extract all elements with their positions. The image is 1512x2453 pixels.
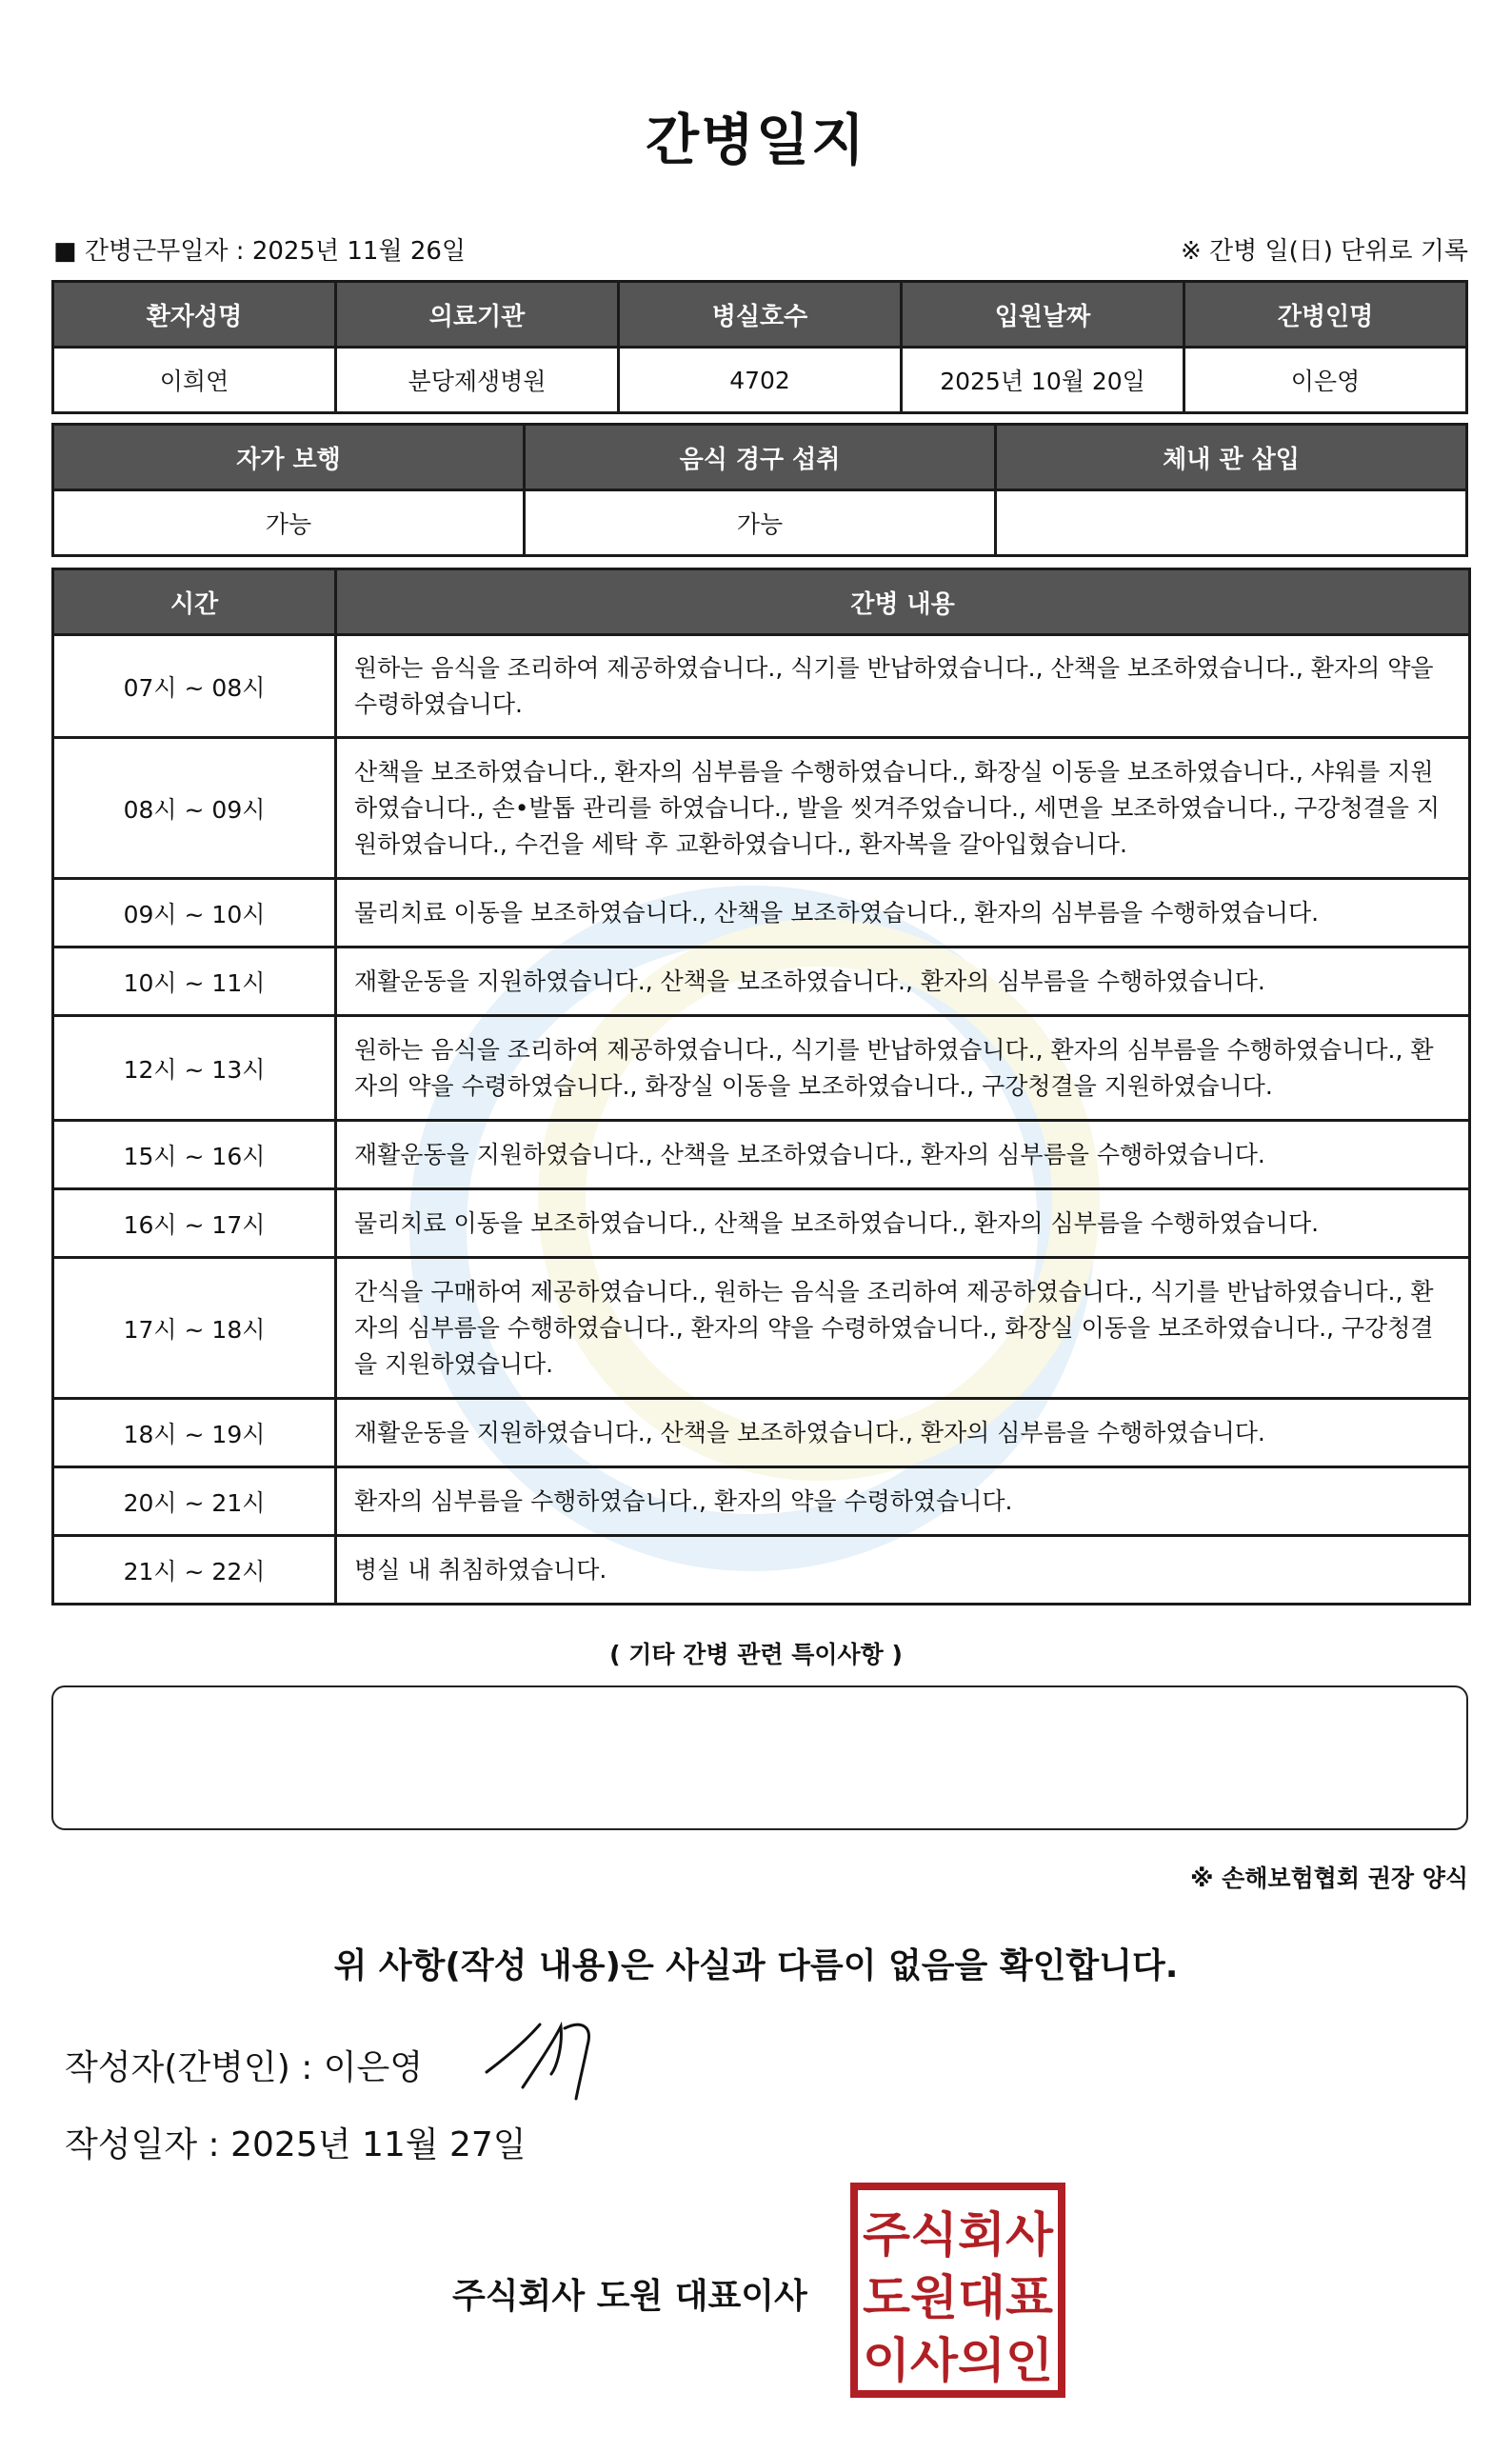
status-value-row xyxy=(53,490,1467,556)
hospital-name: 분당제생병원 xyxy=(336,348,619,413)
table-row xyxy=(53,947,1470,1016)
log-time: 12시 ~ 13시 xyxy=(53,1016,336,1121)
table-row xyxy=(53,1016,1470,1121)
log-time: 20시 ~ 21시 xyxy=(53,1467,336,1536)
company-seal-icon xyxy=(850,2183,1065,2398)
log-time: 15시 ~ 16시 xyxy=(53,1121,336,1189)
log-time: 18시 ~ 19시 xyxy=(53,1399,336,1467)
info-value-row xyxy=(53,348,1467,413)
log-time: 08시 ~ 09시 xyxy=(53,738,336,879)
log-content: 재활운동을 지원하였습니다., 산책을 보조하였습니다., 환자의 심부름을 수행하였습니다. xyxy=(336,1399,1470,1467)
company-representative: 주식회사 도원 대표이사 xyxy=(452,2277,807,2316)
seal-line-3: 이사의인 xyxy=(863,2333,1053,2388)
table-row xyxy=(53,1258,1470,1399)
header-room-number: 병실호수 xyxy=(619,282,902,348)
seal-line-1: 주식회사 xyxy=(863,2207,1054,2263)
header-hospital: 의료기관 xyxy=(336,282,619,348)
log-time: 16시 ~ 17시 xyxy=(53,1189,336,1258)
status-header-row xyxy=(53,425,1467,490)
patient-info-table xyxy=(51,280,1468,414)
log-content: 산책을 보조하였습니다., 환자의 심부름을 수행하였습니다., 화장실 이동을 보조하였습니다., 샤워를 지원하였습니다., 손•발톱 관리를 하였습니다., 발을 씻겨주었습니다., 세면을 보조하였습니다., 구강청결을 지원하였습니다., 수건을 세탁 후 교환하였습니다., 환자복을 갈아입혔습니다. xyxy=(336,738,1470,879)
log-content: 재활운동을 지원하였습니다., 산책을 보조하였습니다., 환자의 심부름을 수행하였습니다. xyxy=(336,1121,1470,1189)
table-row xyxy=(53,1189,1470,1258)
log-content: 원하는 음식을 조리하여 제공하였습니다., 식기를 반납하였습니다., 산책을 보조하였습니다., 환자의 약을 수령하였습니다. xyxy=(336,635,1470,738)
log-time: 21시 ~ 22시 xyxy=(53,1536,336,1605)
header-caregiver-name: 간병인명 xyxy=(1184,282,1467,348)
writer-line: 작성자(간병인) : 이은영 xyxy=(65,2048,424,2087)
header-patient-name: 환자성명 xyxy=(53,282,336,348)
admission-date: 2025년 10월 20일 xyxy=(902,348,1184,413)
confirmation-statement: 위 사항(작성 내용)은 사실과 다름이 없음을 확인합니다. xyxy=(333,1946,1179,1985)
table-row xyxy=(53,879,1470,947)
header-time: 시간 xyxy=(53,569,336,635)
log-content: 물리치료 이동을 보조하였습니다., 산책을 보조하였습니다., 환자의 심부름을 수행하였습니다. xyxy=(336,1189,1470,1258)
patient-name: 이희연 xyxy=(53,348,336,413)
header-self-walking: 자가 보행 xyxy=(53,425,525,490)
header-oral-intake: 음식 경구 섭취 xyxy=(525,425,996,490)
table-row xyxy=(53,635,1470,738)
log-content: 간식을 구매하여 제공하였습니다., 원하는 음식을 조리하여 제공하였습니다., 식기를 반납하였습니다., 환자의 심부름을 수행하였습니다., 환자의 약을 수령하였습니다., 화장실 이동을 보조하였습니다., 구강청결을 지원하였습니다. xyxy=(336,1258,1470,1399)
table-row xyxy=(53,738,1470,879)
special-notes-heading: ( 기타 간병 관련 특이사항 ) xyxy=(609,1641,903,1668)
record-unit-note: ※ 간병 일(日) 단위로 기록 xyxy=(1180,237,1468,266)
signature-icon xyxy=(481,2017,605,2103)
table-row xyxy=(53,1121,1470,1189)
tube-insertion-value xyxy=(996,490,1467,556)
caregiver-name: 이은영 xyxy=(1184,348,1467,413)
table-row xyxy=(53,1399,1470,1467)
recommended-form-note: ※ 손해보험협회 권장 양식 xyxy=(1190,1865,1468,1892)
info-header-row xyxy=(53,282,1467,348)
seal-line-2: 도원대표 xyxy=(863,2270,1054,2325)
log-time: 10시 ~ 11시 xyxy=(53,947,336,1016)
log-content: 환자의 심부름을 수행하였습니다., 환자의 약을 수령하였습니다. xyxy=(336,1467,1470,1536)
document-title: 간병일지 xyxy=(645,108,867,172)
special-notes-box xyxy=(51,1685,1468,1830)
room-number: 4702 xyxy=(619,348,902,413)
log-time: 09시 ~ 10시 xyxy=(53,879,336,947)
log-time: 17시 ~ 18시 xyxy=(53,1258,336,1399)
write-date-line: 작성일자 : 2025년 11월 27일 xyxy=(65,2125,527,2164)
log-time: 07시 ~ 08시 xyxy=(53,635,336,738)
header-care-content: 간병 내용 xyxy=(336,569,1470,635)
work-date-label: ■ 간병근무일자 : 2025년 11월 26일 xyxy=(53,237,467,266)
patient-status-table xyxy=(51,423,1468,557)
care-log-table xyxy=(51,568,1471,1605)
log-header-row xyxy=(53,569,1470,635)
log-content: 재활운동을 지원하였습니다., 산책을 보조하였습니다., 환자의 심부름을 수행하였습니다. xyxy=(336,947,1470,1016)
table-row xyxy=(53,1536,1470,1605)
oral-intake-value: 가능 xyxy=(525,490,996,556)
header-tube-insertion: 체내 관 삽입 xyxy=(996,425,1467,490)
log-content: 병실 내 취침하였습니다. xyxy=(336,1536,1470,1605)
self-walking-value: 가능 xyxy=(53,490,525,556)
header-admission-date: 입원날짜 xyxy=(902,282,1184,348)
log-content: 물리치료 이동을 보조하였습니다., 산책을 보조하였습니다., 환자의 심부름을 수행하였습니다. xyxy=(336,879,1470,947)
table-row xyxy=(53,1467,1470,1536)
log-content: 원하는 음식을 조리하여 제공하였습니다., 식기를 반납하였습니다., 환자의 심부름을 수행하였습니다., 환자의 약을 수령하였습니다., 화장실 이동을 보조하였습니다., 구강청결을 지원하였습니다. xyxy=(336,1016,1470,1121)
